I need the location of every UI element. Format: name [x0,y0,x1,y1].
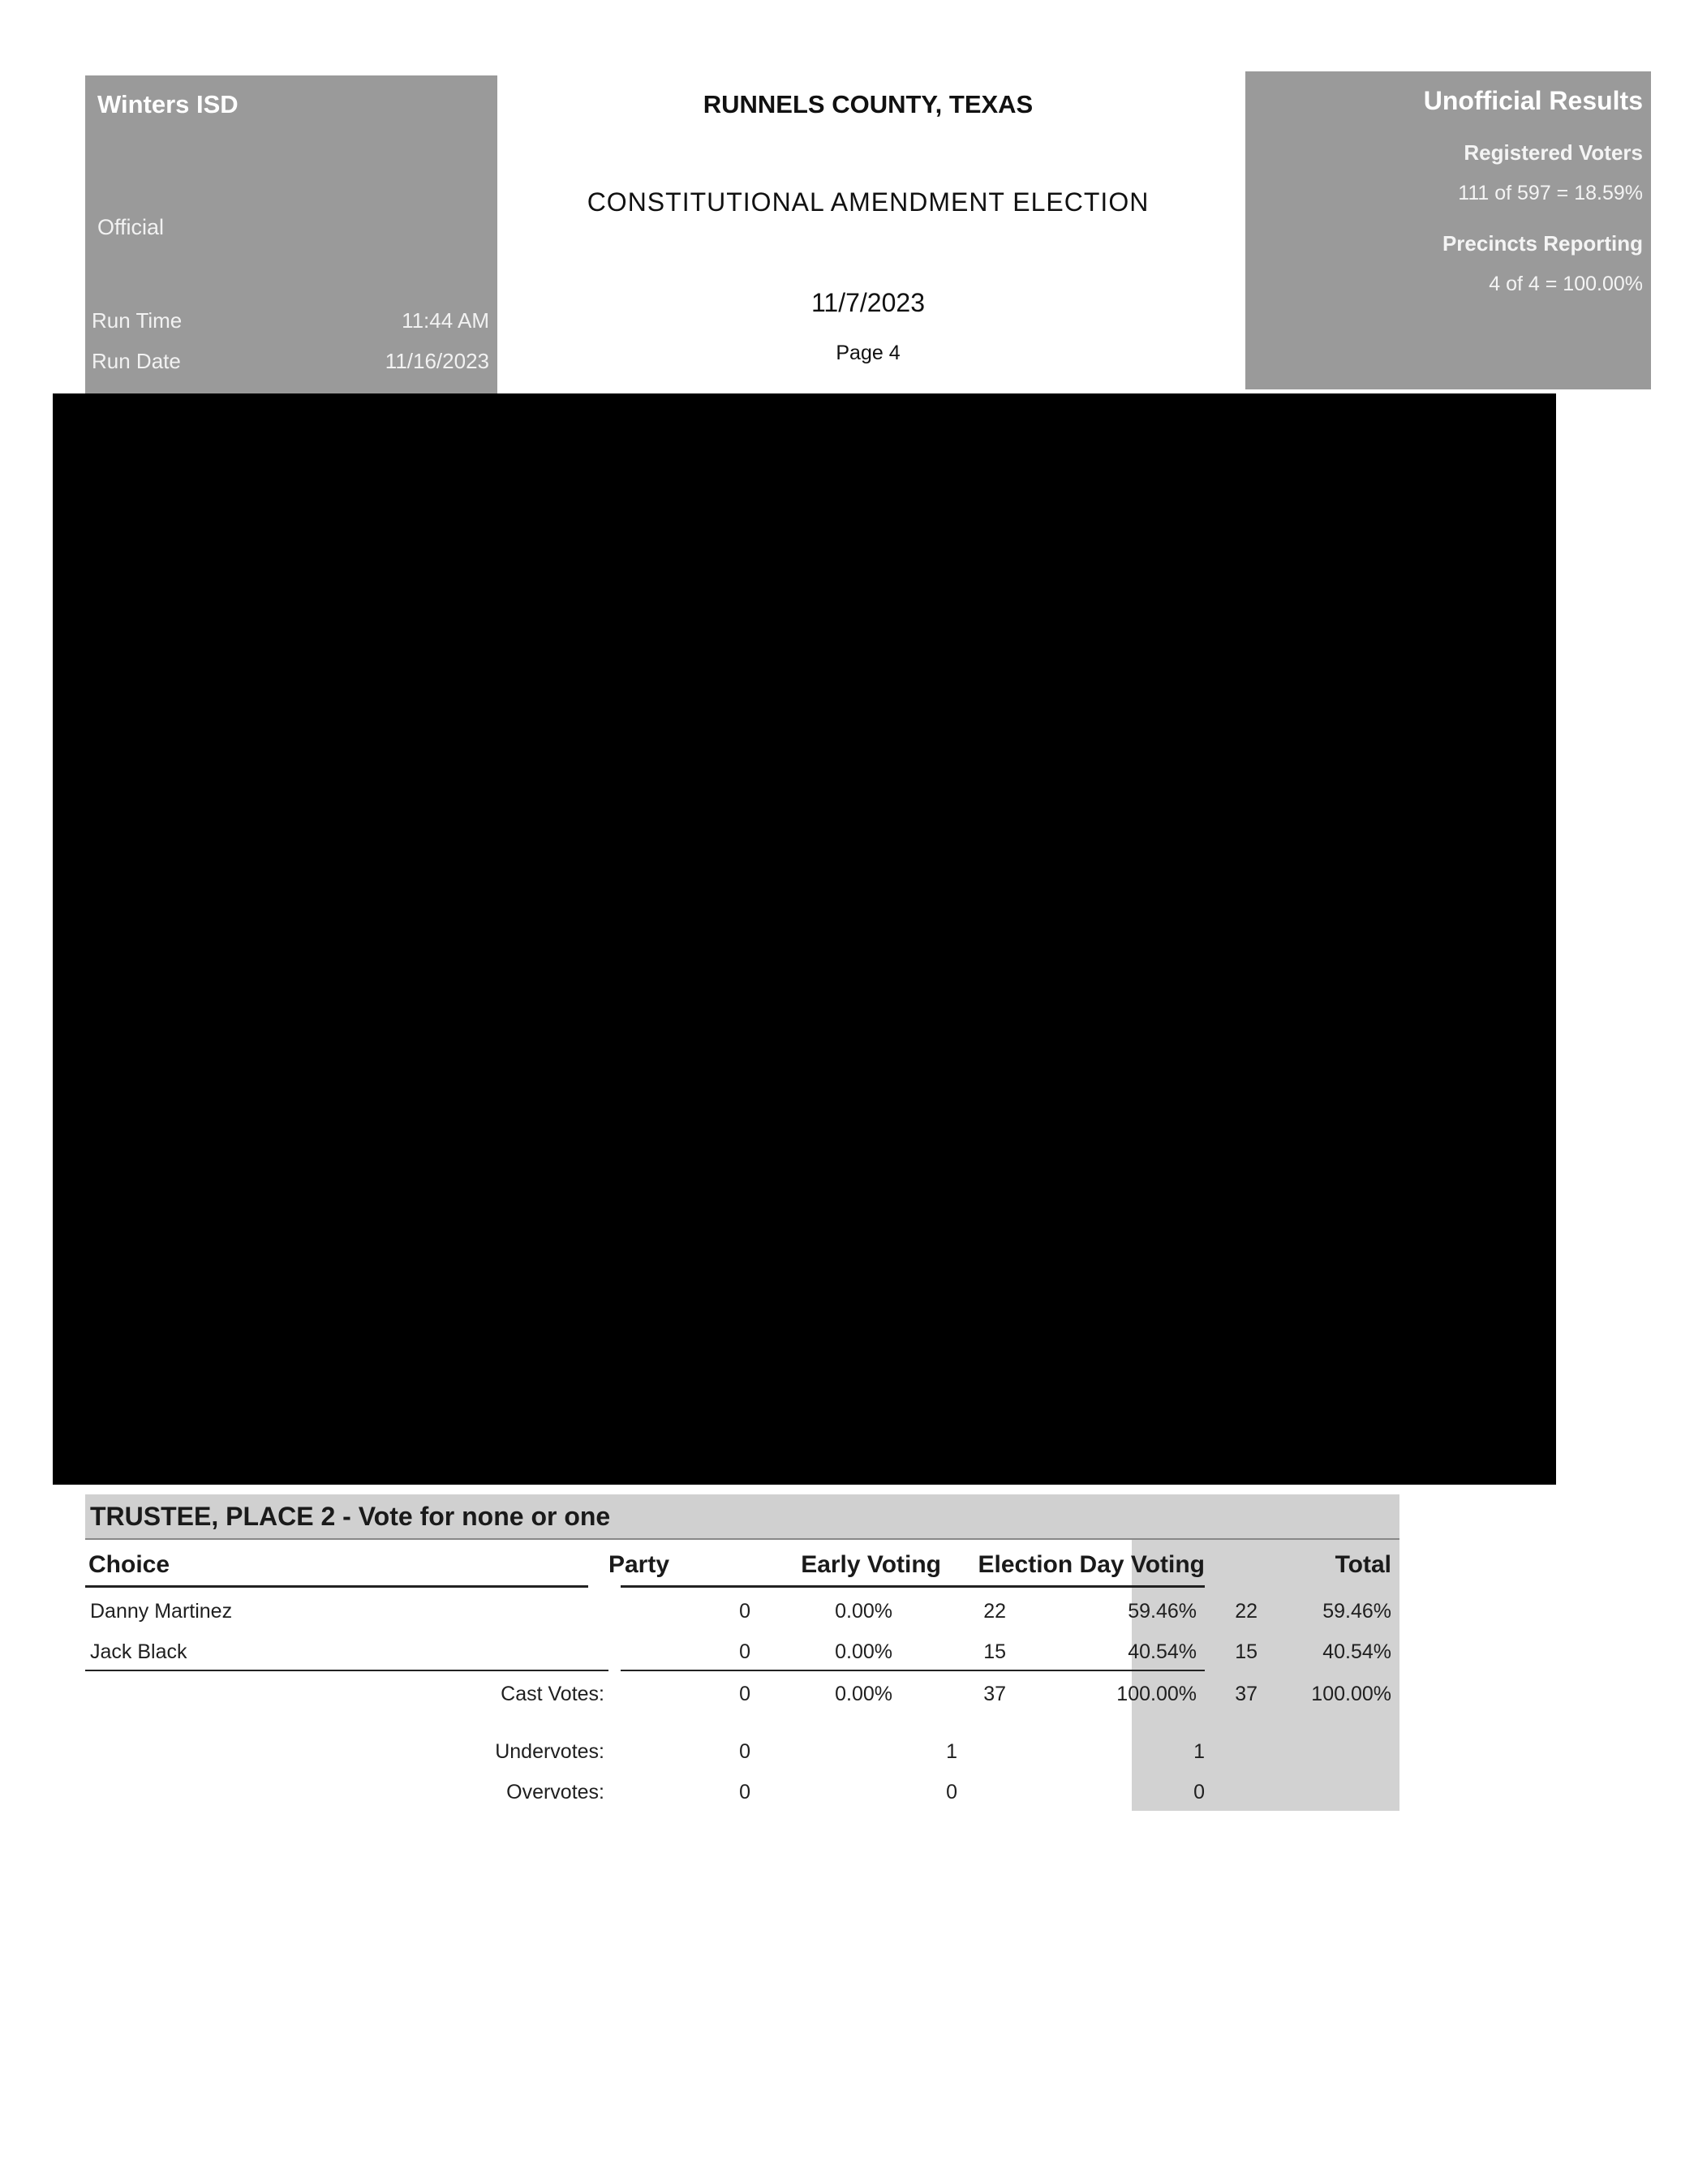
precincts-value: 4 of 4 = 100.00% [1489,273,1643,295]
col-header-choice: Choice [88,1551,170,1578]
candidate-name: Danny Martinez [90,1600,233,1623]
col-header-total: Total [1335,1551,1391,1578]
election-date: 11/7/2023 [811,288,925,317]
col-header-early-voting: Early Voting [801,1551,941,1578]
cast-total-votes: 37 [1235,1683,1258,1705]
election-title: CONSTITUTIONAL AMENDMENT ELECTION [587,187,1150,217]
precincts-label: Precincts Reporting [1442,231,1643,256]
registered-voters-label: Registered Voters [1464,140,1643,165]
early-pct: 0.00% [835,1600,892,1623]
header-right-panel [1245,71,1651,389]
header-rule-election-day [876,1585,1205,1588]
header-rule-choice [85,1585,588,1588]
early-votes: 0 [739,1640,750,1663]
election-day-pct: 40.54% [1128,1640,1197,1663]
col-header-party: Party [608,1551,669,1578]
total-column-shade [1132,1540,1399,1811]
total-pct: 40.54% [1322,1640,1391,1663]
undervotes-election-day: 1 [946,1740,957,1763]
run-time-row [92,308,489,333]
run-date-row [92,349,489,374]
overvotes-total: 0 [1193,1781,1205,1804]
cast-election-day-pct: 100.00% [1116,1683,1197,1705]
subtotal-rule-election-day [876,1670,1205,1671]
cast-total-pct: 100.00% [1311,1683,1391,1705]
cast-votes-label: Cast Votes: [501,1683,604,1705]
entity-name: Winters ISD [97,90,239,118]
page-number: Page 4 [836,342,901,364]
contest-title-bar [85,1494,1399,1538]
overvotes-election-day: 0 [946,1781,957,1804]
undervotes-label: Undervotes: [495,1740,604,1763]
election-day-pct: 59.46% [1128,1600,1197,1623]
election-day-votes: 22 [983,1600,1006,1623]
run-date-label: Run Date [92,349,181,373]
contest-title: TRUSTEE, PLACE 2 - Vote for none or one [90,1502,611,1531]
overvotes-label: Overvotes: [506,1781,604,1804]
run-time-value: 11:44 AM [402,308,489,333]
cast-early-pct: 0.00% [835,1683,892,1705]
early-votes: 0 [739,1600,750,1623]
header-left-panel [85,75,497,393]
contest-trustee-place-2 [85,1494,1399,1811]
redacted-area [53,393,1556,1485]
overvotes-early: 0 [739,1781,750,1804]
undervotes-early: 0 [739,1740,750,1763]
undervotes-total: 1 [1193,1740,1205,1763]
subtotal-rule-choice [85,1670,608,1671]
registered-voters-value: 111 of 597 = 18.59% [1458,182,1643,204]
report-status: Official [97,215,165,239]
early-pct: 0.00% [835,1640,892,1663]
run-time-label: Run Time [92,308,183,333]
cast-election-day-votes: 37 [983,1683,1006,1705]
election-day-votes: 15 [983,1640,1006,1663]
total-votes: 15 [1235,1640,1258,1663]
col-header-election-day: Election Day Voting [978,1551,1205,1578]
candidate-name: Jack Black [90,1640,187,1663]
county-title: RUNNELS COUNTY, TEXAS [703,90,1034,118]
total-pct: 59.46% [1322,1600,1391,1623]
run-date-value: 11/16/2023 [385,349,489,373]
total-votes: 22 [1235,1600,1258,1623]
results-status: Unofficial Results [1423,86,1643,115]
cast-early-votes: 0 [739,1683,750,1705]
